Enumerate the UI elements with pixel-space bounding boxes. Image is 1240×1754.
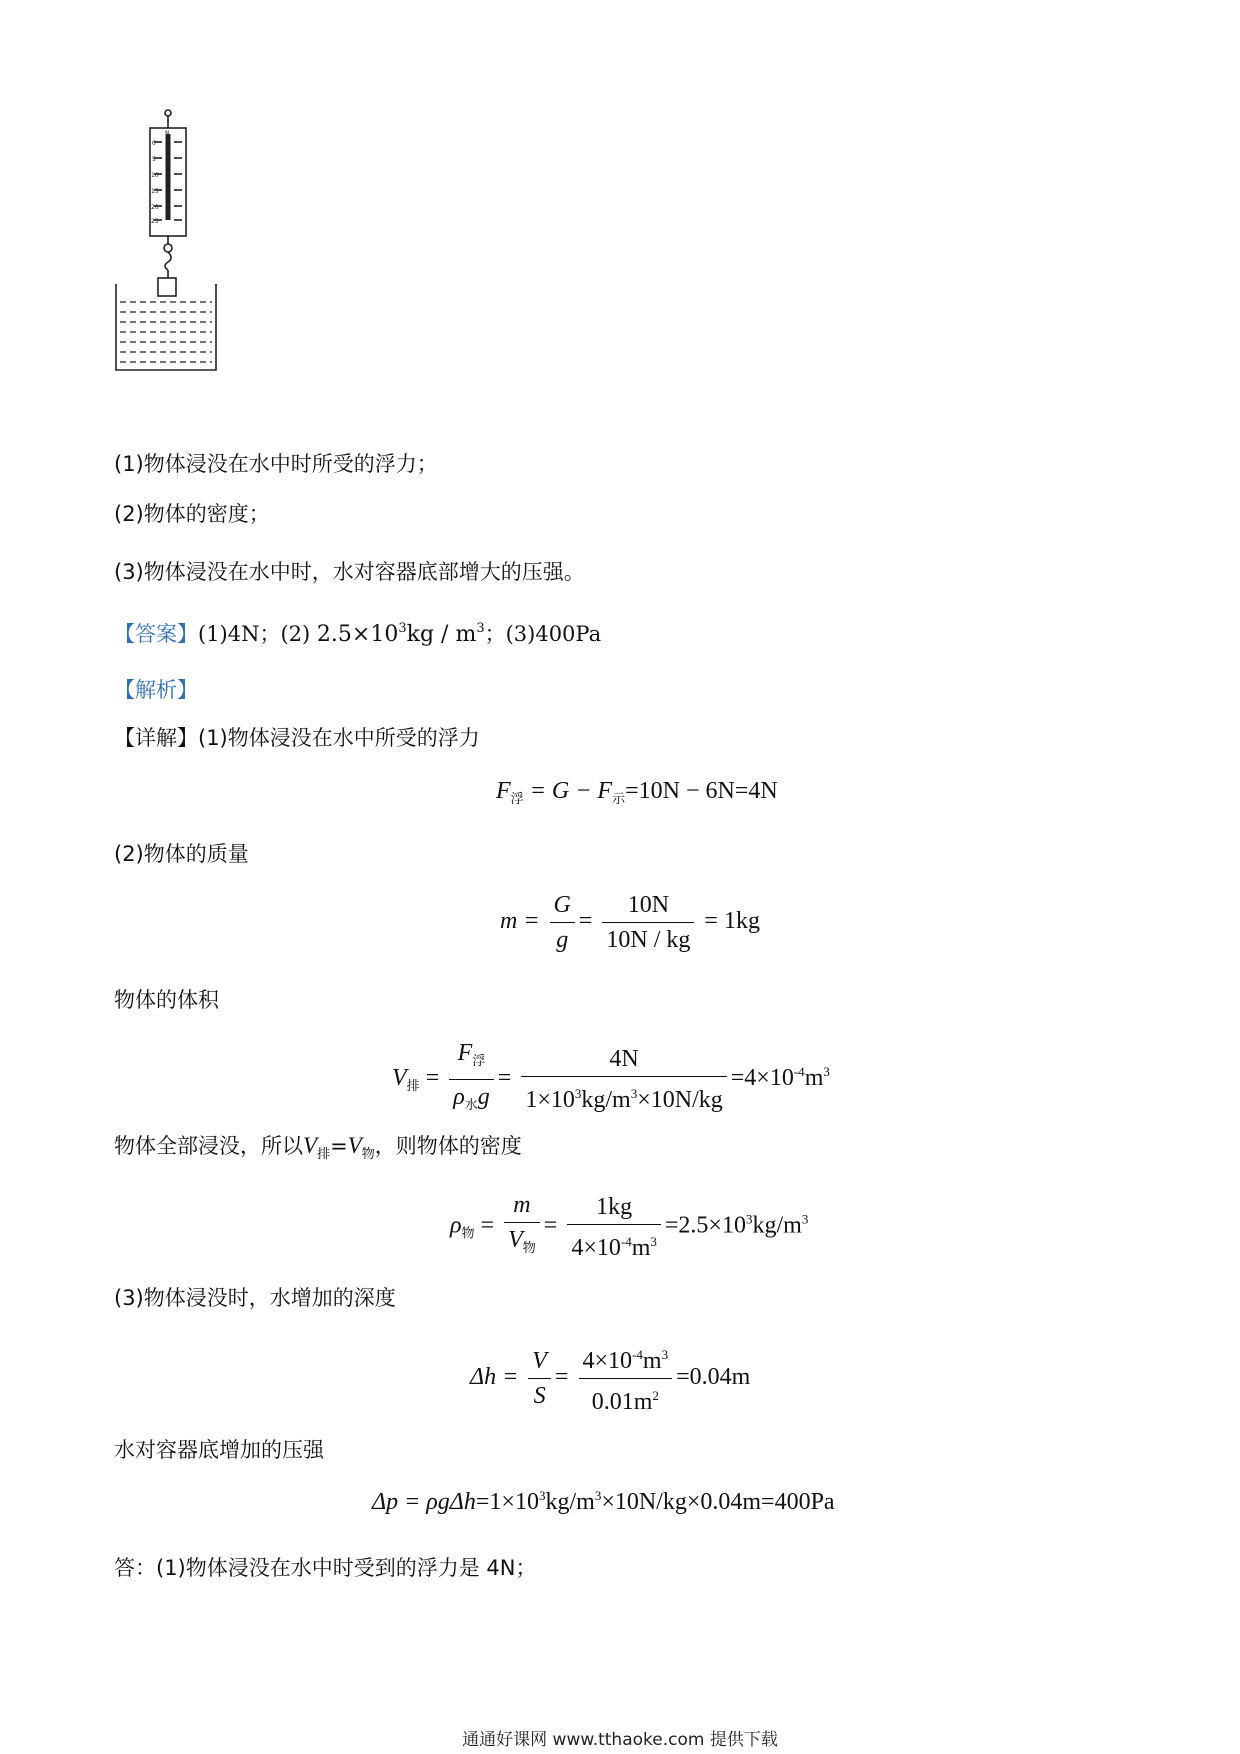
- scale-mark: 5: [152, 156, 156, 163]
- equation-buoyancy: $F_浮 = G - F_示=10N - 6N=4N$: [496, 778, 778, 807]
- detail-tag: 【详解】: [114, 726, 198, 750]
- answer-tag: 【答案】: [114, 622, 198, 646]
- equation-depth: Δh = $\frac{V}{S}$ = $\frac{4\times 10^{-4}m^3}{0.01m^2}$ =0.04m: [470, 1338, 750, 1419]
- equation-density: $\rho_物$ = $\frac{m}{V_物}$ = $\frac{1kg}{4\times 10^{-4}m^3}$ $=2.5\times 10^3kg/m^3$: [450, 1188, 808, 1266]
- depth-text: (3)物体浸没时，水增加的深度: [114, 1286, 396, 1310]
- equation-mass: m = $\frac{G}{g}$ = $\frac{10N}{10N / kg}$ = 1kg: [500, 888, 760, 957]
- answer-part3: ；(3)400Pa: [484, 622, 602, 646]
- scale-mark: 10: [151, 172, 159, 179]
- question-3: (3)物体浸没在水中时，水对容器底部增大的压强。: [114, 560, 585, 584]
- spring-scale-figure: [112, 108, 224, 378]
- scale-unit-label: N: [165, 130, 170, 137]
- answer-density: $2.5\times 10^3kg / m^3$: [316, 621, 485, 647]
- scale-mark: 15: [151, 188, 159, 195]
- detail-text: (1)物体浸没在水中所受的浮力: [198, 726, 480, 750]
- mass-text: (2)物体的质量: [114, 842, 249, 866]
- scale-mark: 0: [152, 140, 156, 147]
- page-footer: 通通好课网 www.tthaoke.com 提供下载: [462, 1730, 778, 1750]
- immersed-text: 物体全部浸没，所以$V_排=V_物$，则物体的密度: [114, 1133, 522, 1162]
- final-answer: 答：(1)物体浸没在水中时受到的浮力是 4N；: [114, 1556, 537, 1580]
- answer-part1: (1)4N；(2): [198, 622, 311, 646]
- scale-mark: 25: [151, 218, 159, 225]
- detail-line: [114, 722, 480, 752]
- answer-line: [114, 618, 601, 648]
- pressure-text: 水对容器底增加的压强: [114, 1438, 324, 1462]
- equation-volume: $V_排$ = $\frac{F_浮}{\rho_水g}$ = $\frac{4N}{1\times 10^3kg/m^3\times 10N/kg}$ $=4\times 10^{-4}m^3$: [392, 1036, 830, 1123]
- analysis-tag: 【解析】: [114, 678, 198, 702]
- volume-text: 物体的体积: [114, 988, 219, 1012]
- question-1: (1)物体浸没在水中时所受的浮力；: [114, 452, 438, 476]
- equation-pressure: $\Delta p = \rho g\Delta h=1\times 10^3kg/m^3\times 10N/kg\times 0.04m=400Pa$: [372, 1488, 835, 1515]
- scale-mark: 20: [151, 204, 159, 211]
- question-2: (2)物体的密度；: [114, 502, 270, 526]
